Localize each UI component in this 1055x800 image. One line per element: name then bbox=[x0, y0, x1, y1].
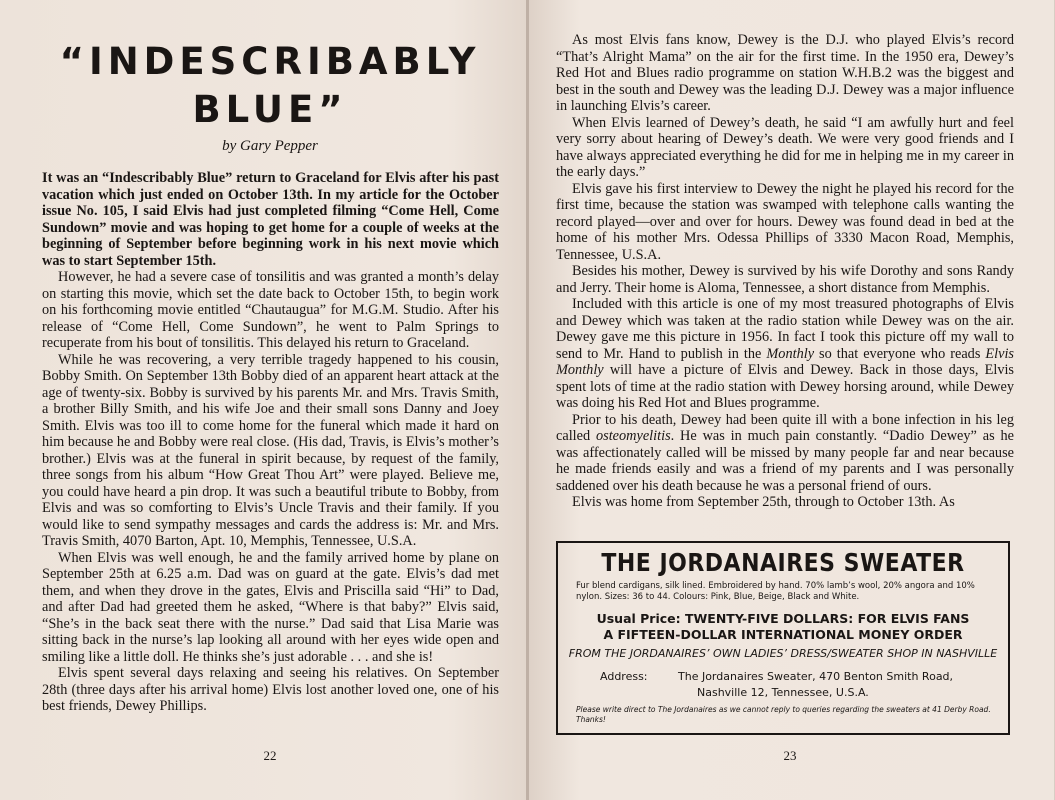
paragraph: As most Elvis fans know, Dewey is the D.J. who played Elvis’s record “That’s Alright Mama” on the air for the first time. In the 1950 era, Dewey’s Red Hot and Blues radio programme on station W.H.B.2 was the biggest and best in the south and Dewey was the leading D.J. Dewey was a major influence in launching Elvis’s career. bbox=[556, 32, 1014, 114]
page-number-right: 23 bbox=[783, 748, 797, 763]
advert-address bbox=[600, 669, 953, 701]
paragraph: Elvis spent several days relaxing and seeing his relatives. On September 28th (three days after his arrival home) Elvis lost another loved one, one of his best friends, Dewey Phillips. bbox=[42, 665, 499, 714]
advert-price bbox=[558, 611, 1008, 643]
paragraph: It was an “Indescribably Blue” return to Graceland for Elvis after his past vacation which just ended on October 13th. In my article for the October issue No. 105, I said Elvis had just completed filming “Come Hell, Come Sundown” movie and was hoping to get home for a couple of weeks at the beginning of September before beginning work in his next movie which was to start September 15th. bbox=[42, 170, 499, 269]
price-line: A FIFTEEN-DOLLAR INTERNATIONAL MONEY ORDER bbox=[603, 627, 963, 642]
emphasis: Monthly bbox=[766, 345, 815, 362]
byline: by Gary Pepper bbox=[222, 138, 318, 154]
advert-shop: FROM THE JORDANAIRES’ OWN LADIES’ DRESS/SWEATER SHOP IN NASHVILLE bbox=[568, 647, 998, 660]
spine-gutter bbox=[526, 0, 529, 800]
right-column bbox=[556, 32, 1014, 511]
advert-title: THE JORDANAIRES SWEATER bbox=[601, 549, 965, 578]
paragraph: Prior to his death, Dewey had been quite ill with a bone infection in his leg called osteomyelitis. He was in much pain constantly. “Dadio Dewey” as he was affectionately called will be missed by many people far and near because he made friends easily and was a friend of my parents and I was personally saddened over his death because he was a personal friend of ours. bbox=[556, 411, 1014, 494]
emphasis: osteomyelitis bbox=[595, 428, 671, 444]
address-label: Address: bbox=[600, 670, 648, 683]
paragraph: When Elvis learned of Dewey’s death, he said “I am awfully hurt and feel very sorry about hearing of Dewey’s death. We were very good friends and I have always appreciated everything he did for me in helping me in my career in the early days.” bbox=[556, 114, 1014, 180]
price-line: Usual Price: TWENTY-FIVE DOLLARS: FOR ELVIS FANS bbox=[596, 611, 970, 626]
paragraph: Included with this article is one of my most treasured photographs of Elvis and Dewey which was taken at the radio station while Dewey was on the air. Dewey gave me this picture in 1956. In fact I took this picture off my wall to send to Mr. Hand to publish in the Monthly so that everyone who reads Elvis Monthly will have a picture of Elvis and Dewey. Back in those days, Elvis spent lots of time at the radio station with Dewey horsing around, while Dewey was doing his Red Hot and Blues programme. bbox=[556, 296, 1014, 411]
article-title-line-2: BLUE” bbox=[192, 88, 348, 131]
paragraph: Elvis gave his first interview to Dewey the night he played his record for the first time, because the station was swamped with telephone calls wanting the record played—over and over for hours. Dewey was found dead in bed at the home of his mother Mrs. Odessa Phillips of 3330 Macon Road, Memphis, Tennessee, U.S.A. bbox=[556, 180, 1014, 263]
article-title-line-1: “INDESCRIBABLY bbox=[59, 40, 481, 83]
paragraph: Besides his mother, Dewey is survived by his wife Dorothy and sons Randy and Jerry. Their home is Aloma, Tennessee, a short distance from Memphis. bbox=[556, 263, 1014, 296]
address-line: Nashville 12, Tennessee, U.S.A. bbox=[697, 686, 869, 699]
advert-note: Please write direct to The Jordanaires as we cannot reply to queries regarding the sweaters at 41 Derby Road. Thanks! bbox=[576, 705, 991, 724]
emphasis: Elvis Monthly bbox=[556, 345, 1014, 378]
paragraph: While he was recovering, a very terrible tragedy happened to his cousin, Bobby Smith. On September 13th Bobby died of an apparent heart attack at the age of twenty-six. Bobby is survived by his parents Mr. and Mrs. Travis Smith, a brother Billy Smith, and his wife Joe and their small sons Danny and Joey Smith. Elvis was too ill to come home for the funeral which made it hard on him because he and Bobby were real close. (His dad, Travis, is Elvis’s mother’s brother.) Elvis was at the funeral in spirit because, by request of the family, three songs from his album “How Great Thou Art” were played. Believe me, you could have heard a pin drop. It was such a beautiful tribute to Bobby, from Elvis and was so comforting to Elvis’s Uncle Travis and their family. If you would like to send sympathy messages and cards the address is: Mr. and Mrs. Travis Smith, 4070 Barton, Apt. 10, Memphis, Tennessee, U.S.A. bbox=[42, 351, 499, 549]
jordanaires-sweater-advert bbox=[556, 541, 1010, 735]
page-number-left: 22 bbox=[263, 748, 277, 763]
paragraph: However, he had a severe case of tonsilitis and was granted a month’s delay on starting this movie, which set the date back to October 15th, to begin work on his forthcoming movie entitled “Chautaugua” for M.G.M. Studio. After his release of “Come Hell, Come Sundown”, he went to Palm Springs to recuperate from his bout of tonsilitis. This delayed his return to Graceland. bbox=[42, 269, 499, 351]
left-column bbox=[42, 170, 499, 715]
left-page bbox=[0, 0, 527, 800]
paragraph: When Elvis was well enough, he and the family arrived home by plane on September 25th at 6.25 a.m. Dad was on guard at the gate. Elvis’s dad met them, and when they drove in the gates, Elvis and Priscilla said “Hi” to Dad, and after Dad had greeted them he asked, “Where is that baby?” Elvis said, “She’s in the back seat there with the nurse.” Dad said that Lisa Marie was sitting back in the nurse’s lap looking all around with her eyes wide open and smiling like a little doll. He thinks she’s just adorable . . . and she is! bbox=[42, 549, 499, 665]
advert-description: Fur blend cardigans, silk lined. Embroidered by hand. 70% lamb’s wool, 20% angora and 10% nylon. Sizes: 36 to 44. Colours: Pink, Blue, Beige, Black and White. bbox=[576, 581, 975, 602]
paragraph: Elvis was home from September 25th, through to October 13th. As bbox=[572, 494, 955, 510]
address-line: The Jordanaires Sweater, 470 Benton Smith Road, bbox=[678, 670, 954, 683]
